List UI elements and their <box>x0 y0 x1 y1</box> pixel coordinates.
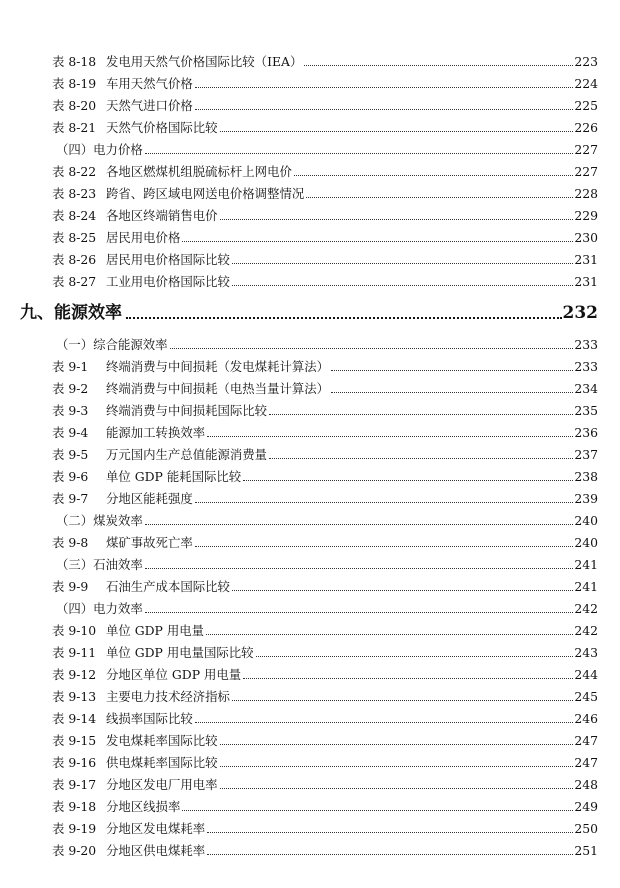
table-number: 表 9-19 <box>52 820 97 836</box>
dot-leader <box>145 568 574 569</box>
entry-title: 单位 GDP 能耗国际比较 <box>106 468 242 484</box>
entry-title: 分地区供电煤耗率 <box>106 842 206 858</box>
table-number: 表 8-27 <box>52 273 97 289</box>
table-number: 表 9-17 <box>52 776 97 792</box>
page-number: 242 <box>574 622 598 638</box>
entry-title: 分地区单位 GDP 用电量 <box>106 666 242 682</box>
dot-leader <box>269 414 573 415</box>
dot-leader <box>195 87 574 88</box>
page-number: 233 <box>574 358 598 374</box>
dot-leader <box>232 285 573 286</box>
table-number: 表 8-19 <box>52 75 97 91</box>
dot-leader <box>243 480 573 481</box>
dot-leader <box>195 546 574 547</box>
dot-leader <box>243 678 573 679</box>
entry-title: 煤矿事故死亡率 <box>106 534 193 550</box>
page-number: 232 <box>562 303 598 323</box>
page-number: 241 <box>574 578 598 594</box>
page-number: 245 <box>574 688 598 704</box>
entry-title: 终端消费与中间损耗（发电煤耗计算法） <box>106 358 330 374</box>
page-number: 237 <box>574 446 598 462</box>
page-number: 227 <box>574 141 598 157</box>
entry-title: 居民用电价格国际比较 <box>106 251 230 267</box>
toc-section[interactable] <box>56 595 598 615</box>
entry-title: 居民用电价格 <box>106 229 181 245</box>
table-number: 表 9-13 <box>52 688 97 704</box>
dot-leader <box>207 832 573 833</box>
page-number: 225 <box>574 97 598 113</box>
page-number: 239 <box>574 490 598 506</box>
toc-entry[interactable] <box>52 463 598 483</box>
entry-title: 分地区线损率 <box>106 798 181 814</box>
dot-leader <box>232 590 573 591</box>
table-number: 表 9-14 <box>52 710 97 726</box>
page-number: 241 <box>574 556 598 572</box>
table-number: 表 8-26 <box>52 251 97 267</box>
dot-leader <box>145 524 574 525</box>
section-title: （二）煤炭效率 <box>56 512 143 528</box>
dot-leader <box>220 788 574 789</box>
dot-leader <box>256 656 574 657</box>
dot-leader <box>206 634 573 635</box>
dot-leader <box>232 263 573 264</box>
toc-entry[interactable] <box>52 485 598 505</box>
entry-title: 单位 GDP 用电量 <box>106 622 204 638</box>
dot-leader <box>207 436 573 437</box>
table-number: 表 9-15 <box>52 732 97 748</box>
entry-title: 单位 GDP 用电量国际比较 <box>106 644 254 660</box>
toc-entry[interactable] <box>52 837 598 857</box>
dot-leader <box>232 700 573 701</box>
entry-title: 分地区能耗强度 <box>106 490 193 506</box>
table-number: 表 9-12 <box>52 666 97 682</box>
table-number: 表 9-5 <box>52 446 89 462</box>
dot-leader <box>220 744 574 745</box>
entry-title: 发电用天然气价格国际比较（IEA） <box>106 53 303 69</box>
dot-leader <box>207 854 573 855</box>
page-number: 231 <box>574 251 598 267</box>
section-title: （四）电力效率 <box>56 600 143 616</box>
page-number: 228 <box>574 185 598 201</box>
page-number: 251 <box>574 842 598 858</box>
toc-chapter[interactable] <box>20 296 598 322</box>
table-number: 表 8-25 <box>52 229 97 245</box>
page-number: 235 <box>574 402 598 418</box>
entry-title: 分地区发电煤耗率 <box>106 820 206 836</box>
toc-entry[interactable] <box>52 70 598 90</box>
table-number: 表 8-18 <box>52 53 97 69</box>
page-number: 231 <box>574 273 598 289</box>
table-number: 表 8-22 <box>52 163 97 179</box>
page-number: 224 <box>574 75 598 91</box>
page-number: 240 <box>574 512 598 528</box>
dot-leader <box>145 612 574 613</box>
entry-title: 各地区燃煤机组脱硫标杆上网电价 <box>106 163 292 179</box>
page-number: 246 <box>574 710 598 726</box>
section-title: （四）电力价格 <box>56 141 143 157</box>
dot-leader <box>182 241 573 242</box>
page-number: 243 <box>574 644 598 660</box>
toc-entry[interactable] <box>52 48 598 68</box>
table-number: 表 8-23 <box>52 185 97 201</box>
page-number: 242 <box>574 600 598 616</box>
dot-leader <box>145 153 574 154</box>
dot-leader <box>306 197 573 198</box>
entry-title: 分地区发电厂用电率 <box>106 776 218 792</box>
dot-leader <box>220 766 574 767</box>
toc-entry[interactable] <box>52 441 598 461</box>
table-number: 表 9-10 <box>52 622 97 638</box>
dot-leader <box>126 317 562 319</box>
table-number: 表 9-20 <box>52 842 97 858</box>
page-number: 229 <box>574 207 598 223</box>
entry-title: 跨省、跨区域电网送电价格调整情况 <box>106 185 305 201</box>
toc-entry[interactable] <box>52 375 598 395</box>
toc-section[interactable] <box>56 551 598 571</box>
toc-entry[interactable] <box>52 573 598 593</box>
page-number: 236 <box>574 424 598 440</box>
page-number: 247 <box>574 754 598 770</box>
toc-entry[interactable] <box>52 158 598 178</box>
toc-entry[interactable] <box>52 617 598 637</box>
dot-leader <box>331 370 573 371</box>
toc-entry[interactable] <box>52 202 598 222</box>
table-number: 表 9-3 <box>52 402 89 418</box>
table-number: 表 9-18 <box>52 798 97 814</box>
entry-title: 万元国内生产总值能源消费量 <box>106 446 268 462</box>
table-number: 表 8-21 <box>52 119 97 135</box>
table-number: 表 9-9 <box>52 578 89 594</box>
page-number: 233 <box>574 336 598 352</box>
toc-entry[interactable] <box>52 661 598 681</box>
toc-entry[interactable] <box>52 683 598 703</box>
entry-title: 天然气进口价格 <box>106 97 193 113</box>
entry-title: 主要电力技术经济指标 <box>106 688 230 704</box>
dot-leader <box>182 810 573 811</box>
entry-title: 终端消费与中间损耗国际比较 <box>106 402 268 418</box>
table-number: 表 9-1 <box>52 358 89 374</box>
dot-leader <box>195 502 574 503</box>
page-number: 250 <box>574 820 598 836</box>
section-title: （一）综合能源效率 <box>56 336 168 352</box>
toc-entry[interactable] <box>52 749 598 769</box>
dot-leader <box>195 109 574 110</box>
entry-title: 终端消费与中间损耗（电热当量计算法） <box>106 380 330 396</box>
toc-entry[interactable] <box>52 771 598 791</box>
entry-title: 工业用电价格国际比较 <box>106 273 230 289</box>
entry-title: 各地区终端销售电价 <box>106 207 218 223</box>
entry-title: 石油生产成本国际比较 <box>106 578 230 594</box>
toc-entry[interactable] <box>52 224 598 244</box>
toc-entry[interactable] <box>52 92 598 112</box>
toc-entry[interactable] <box>52 529 598 549</box>
chapter-title: 九、能源效率 <box>20 303 122 323</box>
toc-entry[interactable] <box>52 268 598 288</box>
page-number: 247 <box>574 732 598 748</box>
entry-title: 天然气价格国际比较 <box>106 119 218 135</box>
page-number: 223 <box>574 53 598 69</box>
toc-entry[interactable] <box>52 246 598 266</box>
dot-leader <box>294 175 573 176</box>
table-number: 表 9-4 <box>52 424 89 440</box>
toc-entry[interactable] <box>52 793 598 813</box>
table-number: 表 9-16 <box>52 754 97 770</box>
table-number: 表 8-24 <box>52 207 97 223</box>
toc-entry[interactable] <box>52 353 598 373</box>
toc-section[interactable] <box>56 136 598 156</box>
toc-entry[interactable] <box>52 815 598 835</box>
page-number: 249 <box>574 798 598 814</box>
toc-entry[interactable] <box>52 705 598 725</box>
dot-leader <box>170 348 574 349</box>
toc-section[interactable] <box>56 331 598 351</box>
dot-leader <box>269 458 573 459</box>
dot-leader <box>331 392 573 393</box>
page-number: 227 <box>574 163 598 179</box>
table-number: 表 9-8 <box>52 534 89 550</box>
page-number: 230 <box>574 229 598 245</box>
page-number: 240 <box>574 534 598 550</box>
entry-title: 能源加工转换效率 <box>106 424 206 440</box>
table-number: 表 9-11 <box>52 644 97 660</box>
dot-leader <box>220 219 574 220</box>
toc-entry[interactable] <box>52 397 598 417</box>
toc-entry[interactable] <box>52 180 598 200</box>
page-number: 248 <box>574 776 598 792</box>
section-title: （三）石油效率 <box>56 556 143 572</box>
toc-entry[interactable] <box>52 419 598 439</box>
page-number: 244 <box>574 666 598 682</box>
page-number: 226 <box>574 119 598 135</box>
table-number: 表 9-2 <box>52 380 89 396</box>
dot-leader <box>195 722 574 723</box>
toc-section[interactable] <box>56 507 598 527</box>
table-number: 表 9-7 <box>52 490 89 506</box>
page-number: 238 <box>574 468 598 484</box>
dot-leader <box>304 65 573 66</box>
toc-entry[interactable] <box>52 639 598 659</box>
entry-title: 车用天然气价格 <box>106 75 193 91</box>
table-number: 表 8-20 <box>52 97 97 113</box>
dot-leader <box>220 131 574 132</box>
entry-title: 线损率国际比较 <box>106 710 193 726</box>
toc-entry[interactable] <box>52 114 598 134</box>
toc-entry[interactable] <box>52 727 598 747</box>
entry-title: 供电煤耗率国际比较 <box>106 754 218 770</box>
table-number: 表 9-6 <box>52 468 89 484</box>
entry-title: 发电煤耗率国际比较 <box>106 732 218 748</box>
page-number: 234 <box>574 380 598 396</box>
